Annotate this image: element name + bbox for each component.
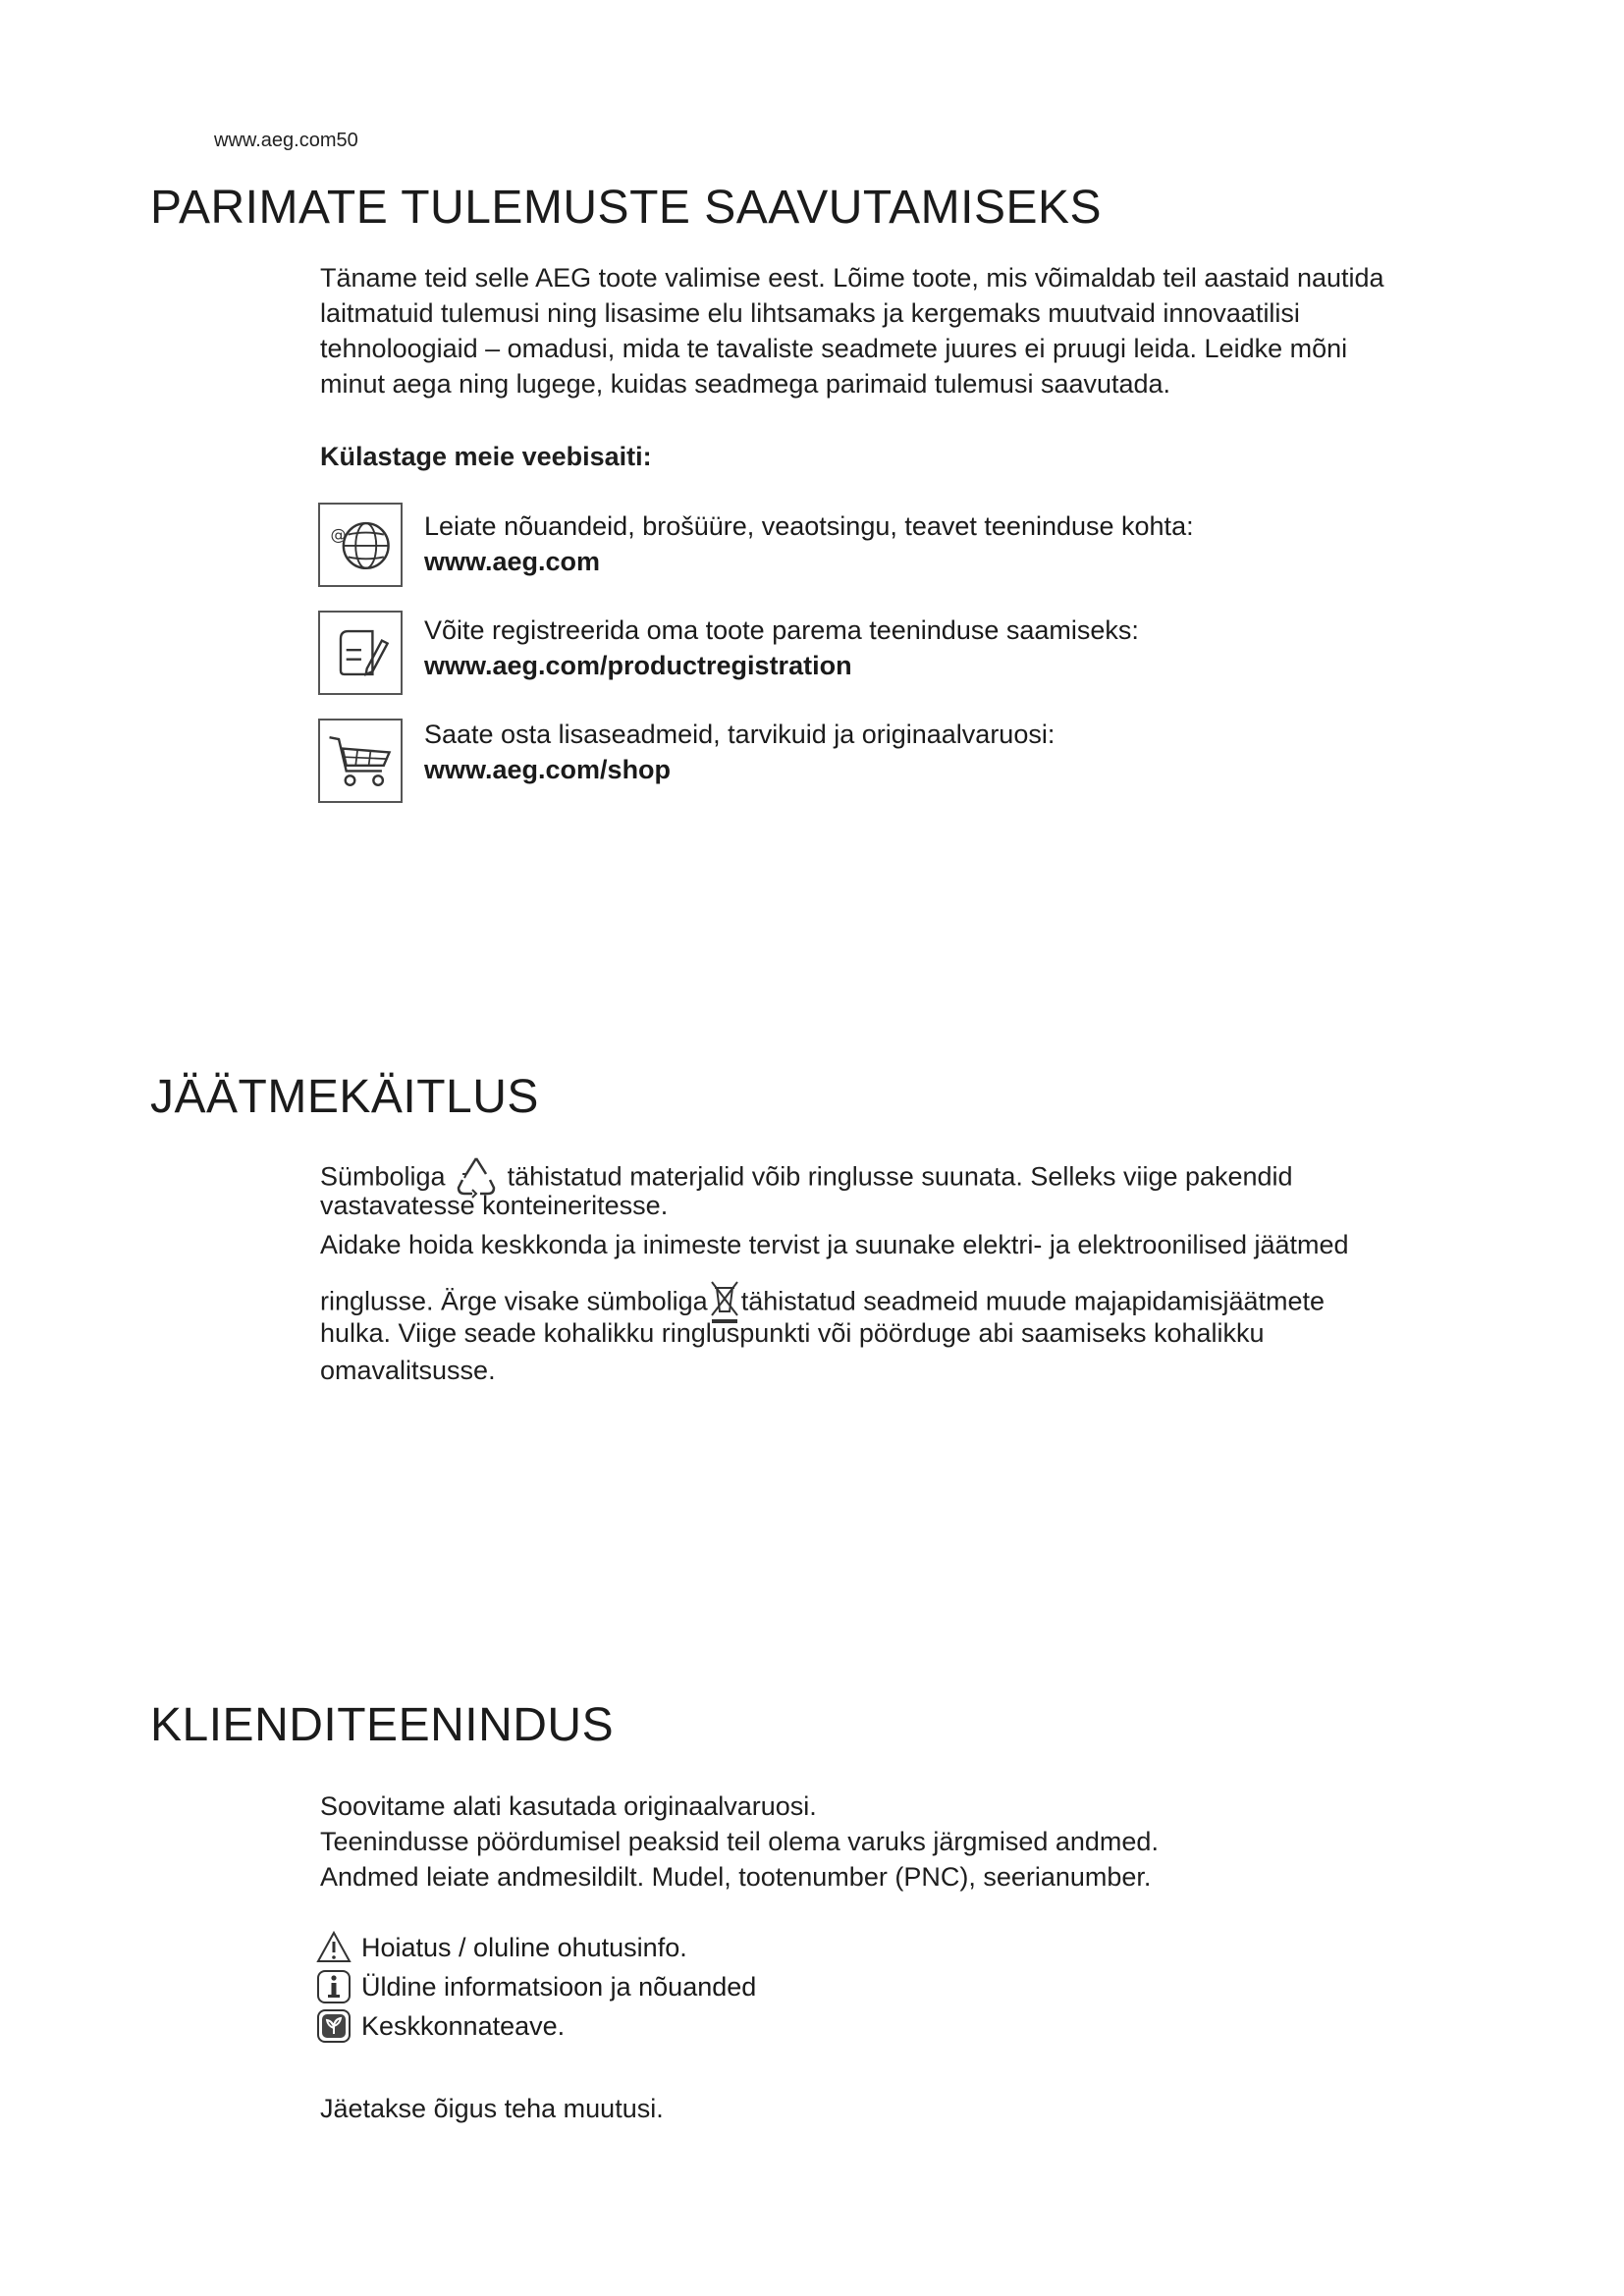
intro-paragraph bbox=[320, 260, 1508, 401]
intro-line: tehnoloogiaid – omadusi, mida te tavaliste seadmete juures ei pruugi leida. Leidke mõni bbox=[320, 334, 1348, 363]
link-url-aeg[interactable]: www.aeg.com bbox=[424, 547, 601, 576]
svg-text:@: @ bbox=[330, 525, 347, 545]
disposal-line: Aidake hoida keskkonda ja inimeste tervist ja suunake elektri- ja elektroonilised jäätmed bbox=[320, 1230, 1349, 1259]
legend-item-environment bbox=[316, 2008, 565, 2044]
service-line: Teenindusse pöördumisel peaksid teil olema varuks järgmised andmed. bbox=[320, 1827, 1159, 1856]
link-item-support bbox=[424, 508, 1194, 579]
link-url-productregistration[interactable]: www.aeg.com/productregistration bbox=[424, 651, 852, 680]
legend-text: Keskkonnateave. bbox=[361, 2011, 566, 2041]
globe-icon bbox=[318, 503, 403, 587]
intro-line: laitmatuid tulemusi ning lisasime elu lihtsamaks ja kergemaks muutvaid innovaatilisi bbox=[320, 298, 1300, 328]
legend-item-warning bbox=[316, 1930, 687, 1965]
disposal-line: hulka. Viige seade kohalikku ringluspunkti või pöörduge abi saamiseks kohalikku bbox=[320, 1318, 1265, 1348]
legend-text: Hoiatus / oluline ohutusinfo. bbox=[361, 1933, 687, 1962]
section-title-best-results: PARIMATE TULEMUSTE SAAVUTAMISEKS bbox=[150, 182, 1103, 234]
page-header-url: www.aeg.com50 bbox=[214, 130, 358, 151]
visit-website-label: Külastage meie veebisaiti: bbox=[320, 442, 652, 471]
section-title-waste-disposal: JÄÄTMEKÄITLUS bbox=[150, 1071, 539, 1123]
link-item-shop bbox=[424, 717, 1055, 787]
shopping-cart-icon bbox=[318, 719, 403, 803]
link-url-shop[interactable]: www.aeg.com/shop bbox=[424, 755, 672, 784]
link-description: Leiate nõuandeid, brošüüre, veaotsingu, teavet teeninduse kohta: bbox=[424, 511, 1194, 541]
intro-line: Täname teid selle AEG toote valimise eest. Lõime toote, mis võimaldab teil aastaid nautida bbox=[320, 263, 1384, 293]
disposal-text: Sümboliga bbox=[320, 1161, 446, 1192]
disposal-text: ringlusse. Ärge visake sümboliga bbox=[320, 1286, 708, 1316]
footer-note: Jäetakse õigus teha muutusi. bbox=[320, 2094, 664, 2123]
service-line: Andmed leiate andmesildilt. Mudel, tootenumber (PNC), seerianumber. bbox=[320, 1862, 1152, 1892]
warning-icon bbox=[316, 1930, 352, 1965]
disposal-text: tähistatud seadmeid muude majapidamisjäätmete bbox=[740, 1286, 1326, 1316]
link-item-registration bbox=[424, 613, 1139, 683]
legend-item-info bbox=[316, 1969, 756, 2004]
disposal-line: vastavatesse konteineritesse. bbox=[320, 1191, 669, 1220]
info-icon bbox=[316, 1969, 352, 2004]
registration-icon bbox=[318, 611, 403, 695]
environment-icon bbox=[316, 2008, 352, 2044]
section-title-customer-service: KLIENDITEENINDUS bbox=[150, 1699, 615, 1751]
legend-text: Üldine informatsioon ja nõuanded bbox=[361, 1972, 757, 2002]
service-line: Soovitame alati kasutada originaalvaruosi. bbox=[320, 1791, 817, 1821]
link-description: Saate osta lisaseadmeid, tarvikuid ja originaalvaruosi: bbox=[424, 720, 1056, 749]
intro-line: minut aega ning lugege, kuidas seadmega parimaid tulemusi saavutada. bbox=[320, 369, 1171, 399]
disposal-text: tähistatud materjalid võib ringlusse suunata. Selleks viige pakendid bbox=[507, 1161, 1293, 1192]
disposal-line: omavalitsusse. bbox=[320, 1356, 496, 1385]
link-description: Võite registreerida oma toote parema teeninduse saamiseks: bbox=[424, 615, 1139, 645]
service-paragraph bbox=[320, 1789, 1508, 1895]
